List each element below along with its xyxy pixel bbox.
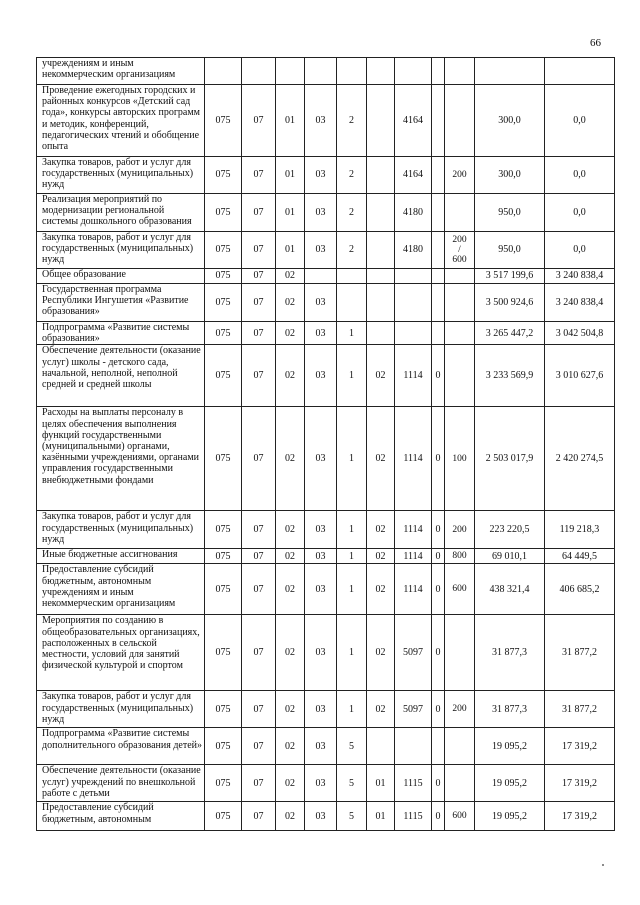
code-t5: 0 [432,549,445,564]
code-rz [242,58,276,85]
code-t4: 1114 [395,407,432,511]
scan-speck [602,864,604,866]
table-row [37,269,615,284]
code-adm: 075 [205,615,242,691]
code-t3: 02 [367,511,395,549]
code-er [445,85,475,157]
code-t4: 4164 [395,85,432,157]
code-t2: 1 [337,615,367,691]
code-t2: 2 [337,85,367,157]
code-pr: 02 [276,407,305,511]
row-label: Закупка товаров, работ и услуг для государственных (муниципальных) нужд [37,157,205,194]
code-er [445,284,475,322]
code-adm: 075 [205,284,242,322]
row-label: Подпрограмма «Развитие системы образования» [37,322,205,345]
code-t2: 1 [337,345,367,407]
code-pr: 02 [276,691,305,728]
row-label: Подпрограмма «Развитие системы дополнительного образования детей» [37,728,205,765]
code-t1: 03 [305,802,337,831]
code-t3: 01 [367,802,395,831]
code-rz: 07 [242,85,276,157]
code-rz: 07 [242,194,276,232]
table-row [37,728,615,765]
code-t2: 1 [337,564,367,615]
code-t4 [395,728,432,765]
code-t1: 03 [305,157,337,194]
code-t1: 03 [305,691,337,728]
code-t2: 1 [337,322,367,345]
amount-year-1: 31 877,3 [475,615,545,691]
code-adm [205,58,242,85]
code-t2: 2 [337,157,367,194]
code-t5: 0 [432,511,445,549]
code-er: 200 [445,691,475,728]
code-t5 [432,322,445,345]
code-t5 [432,58,445,85]
code-adm: 075 [205,232,242,269]
code-pr: 02 [276,284,305,322]
amount-year-1: 3 517 199,6 [475,269,545,284]
code-t1: 03 [305,615,337,691]
amount-year-1: 3 265 447,2 [475,322,545,345]
amount-year-2: 17 319,2 [545,802,615,831]
row-label: Мероприятия по созданию в общеобразовательных организациях, расположенных в сельской местности, условий для занятий физической культурой и спортом [37,615,205,691]
row-label: Иные бюджетные ассигнования [37,549,205,564]
table-row [37,511,615,549]
code-rz: 07 [242,549,276,564]
row-label: Закупка товаров, работ и услуг для государственных (муниципальных) нужд [37,232,205,269]
row-label: Закупка товаров, работ и услуг для государственных (муниципальных) нужд [37,511,205,549]
code-t5: 0 [432,691,445,728]
code-t4: 5097 [395,615,432,691]
code-t3 [367,194,395,232]
row-label: учреждениям и иным некоммерческим организациям [37,58,205,85]
code-t4 [395,269,432,284]
code-pr: 01 [276,194,305,232]
code-rz: 07 [242,765,276,802]
code-adm: 075 [205,728,242,765]
amount-year-2: 31 877,2 [545,691,615,728]
code-pr: 02 [276,802,305,831]
table-row [37,564,615,615]
code-adm: 075 [205,194,242,232]
code-pr [276,58,305,85]
code-t4: 1114 [395,511,432,549]
code-t5: 0 [432,407,445,511]
code-adm: 075 [205,85,242,157]
amount-year-2: 17 319,2 [545,728,615,765]
code-t3 [367,157,395,194]
table-row [37,765,615,802]
code-t5: 0 [432,765,445,802]
code-t2: 1 [337,549,367,564]
row-label: Предоставление субсидий бюджетным, автономным учреждениям и иным некоммерческим организациям [37,564,205,615]
code-rz: 07 [242,691,276,728]
code-rz: 07 [242,407,276,511]
code-t3 [367,269,395,284]
page-number: 66 [590,37,601,49]
code-t5 [432,157,445,194]
code-er: 200 [445,157,475,194]
amount-year-2: 0,0 [545,194,615,232]
amount-year-1: 223 220,5 [475,511,545,549]
code-pr: 02 [276,564,305,615]
code-pr: 01 [276,85,305,157]
code-rz: 07 [242,802,276,831]
code-rz: 07 [242,284,276,322]
code-t1: 03 [305,511,337,549]
row-label: Реализация мероприятий по модернизации региональной системы дошкольного образования [37,194,205,232]
code-rz: 07 [242,157,276,194]
code-t5 [432,269,445,284]
code-t2: 5 [337,802,367,831]
code-t4 [395,58,432,85]
code-er: 800 [445,549,475,564]
budget-table [36,57,615,831]
row-label: Общее образование [37,269,205,284]
code-t4: 1114 [395,345,432,407]
code-t3: 01 [367,765,395,802]
row-label: Закупка товаров, работ и услуг для государственных (муниципальных) нужд [37,691,205,728]
code-er: 200 / 600 [445,232,475,269]
code-rz: 07 [242,615,276,691]
code-t3: 02 [367,549,395,564]
table-row [37,691,615,728]
code-er [445,765,475,802]
amount-year-1 [475,58,545,85]
code-pr: 02 [276,269,305,284]
table-row [37,194,615,232]
code-t3: 02 [367,345,395,407]
row-label: Обеспечение деятельности (оказание услуг) школы - детского сада, начальной, неполной, неполной средней и средней школы [37,345,205,407]
code-pr: 02 [276,765,305,802]
code-t5 [432,728,445,765]
row-label: Государственная программа Республики Ингушетия «Развитие образования» [37,284,205,322]
code-rz: 07 [242,345,276,407]
table-row [37,322,615,345]
amount-year-1: 950,0 [475,232,545,269]
code-adm: 075 [205,322,242,345]
code-pr: 02 [276,322,305,345]
code-rz: 07 [242,322,276,345]
code-t5 [432,284,445,322]
code-pr: 02 [276,615,305,691]
code-t4: 4180 [395,232,432,269]
code-t1: 03 [305,232,337,269]
code-t5 [432,85,445,157]
code-pr: 02 [276,345,305,407]
table-row [37,802,615,831]
code-t1: 03 [305,345,337,407]
table-row [37,615,615,691]
code-t5: 0 [432,564,445,615]
code-t5: 0 [432,615,445,691]
code-t2: 2 [337,232,367,269]
code-er: 100 [445,407,475,511]
code-rz: 07 [242,269,276,284]
code-t1: 03 [305,765,337,802]
amount-year-2: 3 042 504,8 [545,322,615,345]
code-t1 [305,269,337,284]
code-pr: 02 [276,549,305,564]
code-t1: 03 [305,549,337,564]
code-t1: 03 [305,407,337,511]
code-pr: 01 [276,232,305,269]
code-er [445,728,475,765]
code-t2: 2 [337,194,367,232]
code-t5 [432,194,445,232]
code-t4: 4164 [395,157,432,194]
code-rz: 07 [242,232,276,269]
code-t1: 03 [305,322,337,345]
table-row [37,85,615,157]
amount-year-2: 64 449,5 [545,549,615,564]
amount-year-1: 950,0 [475,194,545,232]
code-adm: 075 [205,269,242,284]
code-t2: 1 [337,691,367,728]
code-t5: 0 [432,345,445,407]
code-t4: 5097 [395,691,432,728]
table-row [37,549,615,564]
code-t2: 1 [337,511,367,549]
amount-year-1: 19 095,2 [475,802,545,831]
code-t3: 02 [367,564,395,615]
code-t2: 5 [337,728,367,765]
code-er [445,58,475,85]
code-er [445,194,475,232]
amount-year-1: 31 877,3 [475,691,545,728]
amount-year-1: 438 321,4 [475,564,545,615]
code-t4 [395,284,432,322]
amount-year-1: 69 010,1 [475,549,545,564]
code-rz: 07 [242,511,276,549]
row-label: Расходы на выплаты персоналу в целях обеспечения выполнения функций государственными (муниципальными) органами, казёнными учреждениями, органами управления государственными внебюджетными фондами [37,407,205,511]
amount-year-1: 3 500 924,6 [475,284,545,322]
code-t1: 03 [305,85,337,157]
code-pr: 02 [276,728,305,765]
code-t4: 1114 [395,564,432,615]
amount-year-1: 3 233 569,9 [475,345,545,407]
code-t4: 4180 [395,194,432,232]
amount-year-2: 0,0 [545,157,615,194]
code-t2 [337,284,367,322]
row-label: Проведение ежегодных городских и районных конкурсов «Детский сад года», конкурсы авторских программ и методик, конференций, педагогических чтений и обобщение опыта [37,85,205,157]
amount-year-2: 2 420 274,5 [545,407,615,511]
code-rz: 07 [242,564,276,615]
code-adm: 075 [205,765,242,802]
code-adm: 075 [205,564,242,615]
code-rz: 07 [242,728,276,765]
code-t5 [432,232,445,269]
amount-year-2: 0,0 [545,85,615,157]
amount-year-2: 119 218,3 [545,511,615,549]
code-t1 [305,58,337,85]
amount-year-1: 19 095,2 [475,728,545,765]
code-t4: 1115 [395,765,432,802]
code-adm: 075 [205,802,242,831]
code-t1: 03 [305,564,337,615]
code-t3 [367,284,395,322]
amount-year-2: 0,0 [545,232,615,269]
amount-year-2: 406 685,2 [545,564,615,615]
amount-year-1: 300,0 [475,157,545,194]
amount-year-1: 19 095,2 [475,765,545,802]
code-er: 600 [445,564,475,615]
code-t2: 5 [337,765,367,802]
row-label: Предоставление субсидий бюджетным, автономным [37,802,205,831]
code-adm: 075 [205,511,242,549]
amount-year-1: 300,0 [475,85,545,157]
code-adm: 075 [205,157,242,194]
code-t2 [337,58,367,85]
code-adm: 075 [205,549,242,564]
code-t3: 02 [367,691,395,728]
amount-year-2: 3 010 627,6 [545,345,615,407]
code-t3 [367,58,395,85]
code-t1: 03 [305,194,337,232]
amount-year-2: 3 240 838,4 [545,269,615,284]
code-pr: 01 [276,157,305,194]
table-row [37,157,615,194]
code-er [445,345,475,407]
code-t1: 03 [305,728,337,765]
code-t5: 0 [432,802,445,831]
amount-year-2 [545,58,615,85]
code-er: 200 [445,511,475,549]
code-t2: 1 [337,407,367,511]
amount-year-2: 3 240 838,4 [545,284,615,322]
row-label: Обеспечение деятельности (оказание услуг) учреждений по внешкольной работе с детьми [37,765,205,802]
code-er [445,269,475,284]
code-adm: 075 [205,345,242,407]
table-row [37,232,615,269]
code-er [445,322,475,345]
code-t3: 02 [367,407,395,511]
amount-year-2: 31 877,2 [545,615,615,691]
table-row [37,58,615,85]
code-t3 [367,322,395,345]
code-t4: 1114 [395,549,432,564]
code-t3 [367,85,395,157]
code-er [445,615,475,691]
code-pr: 02 [276,511,305,549]
table-row [37,345,615,407]
amount-year-1: 2 503 017,9 [475,407,545,511]
code-t4: 1115 [395,802,432,831]
table-row [37,284,615,322]
code-er: 600 [445,802,475,831]
amount-year-2: 17 319,2 [545,765,615,802]
code-t1: 03 [305,284,337,322]
code-t3 [367,232,395,269]
code-adm: 075 [205,691,242,728]
code-t2 [337,269,367,284]
table-row [37,407,615,511]
code-t3: 02 [367,615,395,691]
code-adm: 075 [205,407,242,511]
code-t4 [395,322,432,345]
code-t3 [367,728,395,765]
table-body [37,58,615,831]
